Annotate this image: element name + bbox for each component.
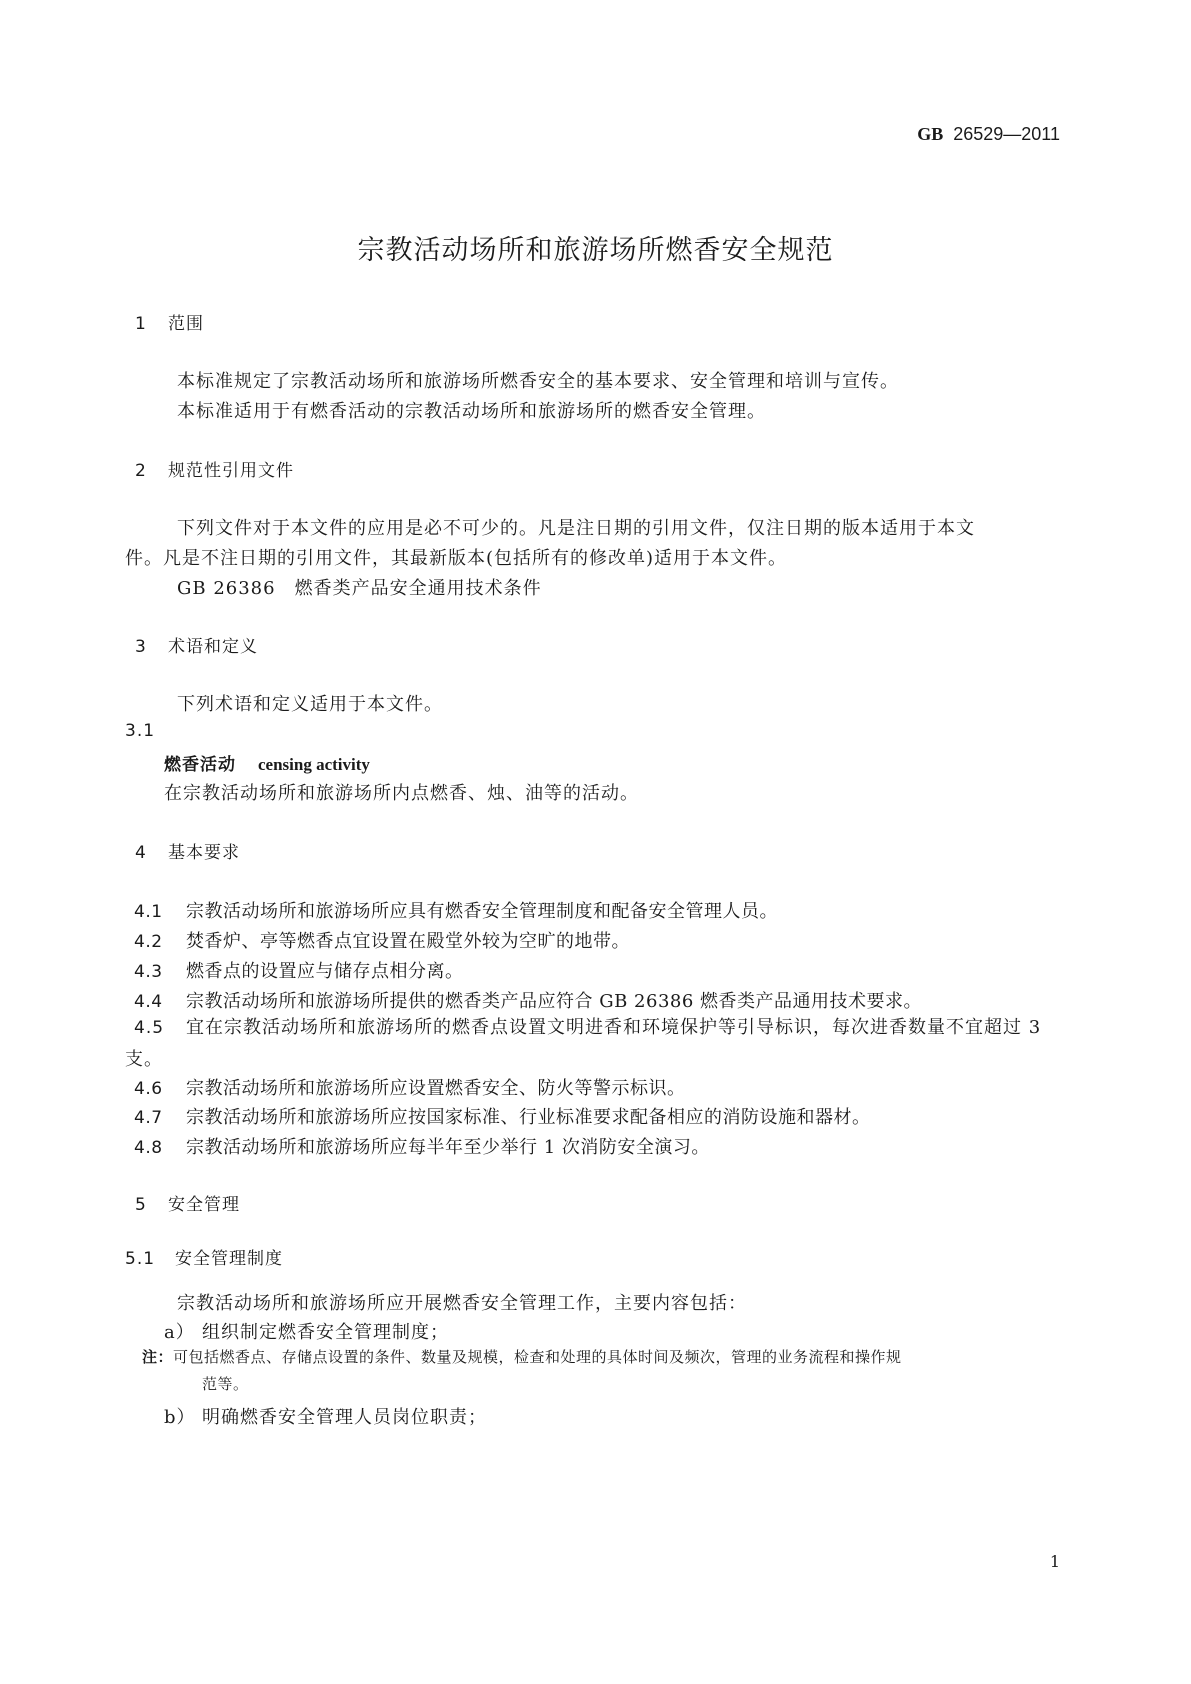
term: 燃香活动 censing activity — [164, 755, 370, 775]
clause: 4.3 燃香点的设置应与储存点相分离。 — [134, 961, 464, 982]
paragraph: 件。凡是不注日期的引用文件，其最新版本(包括所有的修改单)适用于本文件。 — [125, 548, 788, 569]
subsection-5-1-heading: 5.1 安全管理制度 — [125, 1249, 283, 1269]
clause: 4.4 宗教活动场所和旅游场所提供的燃香类产品应符合 GB 26386 燃香类产品通用技术要求。 — [134, 991, 923, 1012]
document-title: 宗教活动场所和旅游场所燃香安全规范 — [357, 235, 834, 266]
note: 注：可包括燃香点、存储点设置的条件、数量及规模，检查和处理的具体时间及频次，管理的业务流程和操作规 范等。 — [142, 1348, 902, 1393]
list-item-a: a） 组织制定燃香安全管理制度； — [164, 1322, 449, 1343]
paragraph: 下列术语和定义适用于本文件。 — [177, 694, 443, 715]
section-4-heading: 4 基本要求 — [135, 843, 240, 863]
section-2-heading: 2 规范性引用文件 — [135, 461, 294, 481]
paragraph: 宗教活动场所和旅游场所应开展燃香安全管理工作，主要内容包括： — [177, 1293, 747, 1314]
standard-number: GB 26529—2011 — [917, 124, 1060, 144]
clause: 4.7 宗教活动场所和旅游场所应按国家标准、行业标准要求配备相应的消防设施和器材。 — [134, 1107, 871, 1128]
clause: 4.6 宗教活动场所和旅游场所应设置燃香安全、防火等警示标识。 — [134, 1078, 686, 1099]
section-5-heading: 5 安全管理 — [135, 1195, 240, 1215]
paragraph: 本标准规定了宗教活动场所和旅游场所燃香安全的基本要求、安全管理和培训与宣传。 — [177, 371, 899, 392]
clause: 4.8 宗教活动场所和旅游场所应每半年至少举行 1 次消防安全演习。 — [134, 1137, 710, 1158]
term-definition: 在宗教活动场所和旅游场所内点燃香、烛、油等的活动。 — [164, 783, 639, 804]
paragraph: 本标准适用于有燃香活动的宗教活动场所和旅游场所的燃香安全管理。 — [177, 401, 766, 422]
section-3-heading: 3 术语和定义 — [135, 637, 258, 657]
paragraph: 下列文件对于本文件的应用是必不可少的。凡是注日期的引用文件，仅注日期的版本适用于本文 — [177, 518, 975, 539]
clause: 4.5 宜在宗教活动场所和旅游场所的燃香点设置文明进香和环境保护等引导标识，每次进香数量不宜超过 3 支。 — [125, 1017, 1042, 1070]
list-item-b: b） 明确燃香安全管理人员岗位职责； — [164, 1407, 487, 1428]
clause: 4.2 焚香炉、亭等燃香点宜设置在殿堂外较为空旷的地带。 — [134, 931, 630, 952]
normative-reference: GB 26386 燃香类产品安全通用技术条件 — [177, 578, 542, 599]
page-number: 1 — [1049, 1552, 1060, 1571]
clause: 4.1 宗教活动场所和旅游场所应具有燃香安全管理制度和配备安全管理人员。 — [134, 901, 778, 922]
term-number: 3.1 — [125, 721, 156, 741]
section-1-heading: 1 范围 — [135, 314, 204, 334]
